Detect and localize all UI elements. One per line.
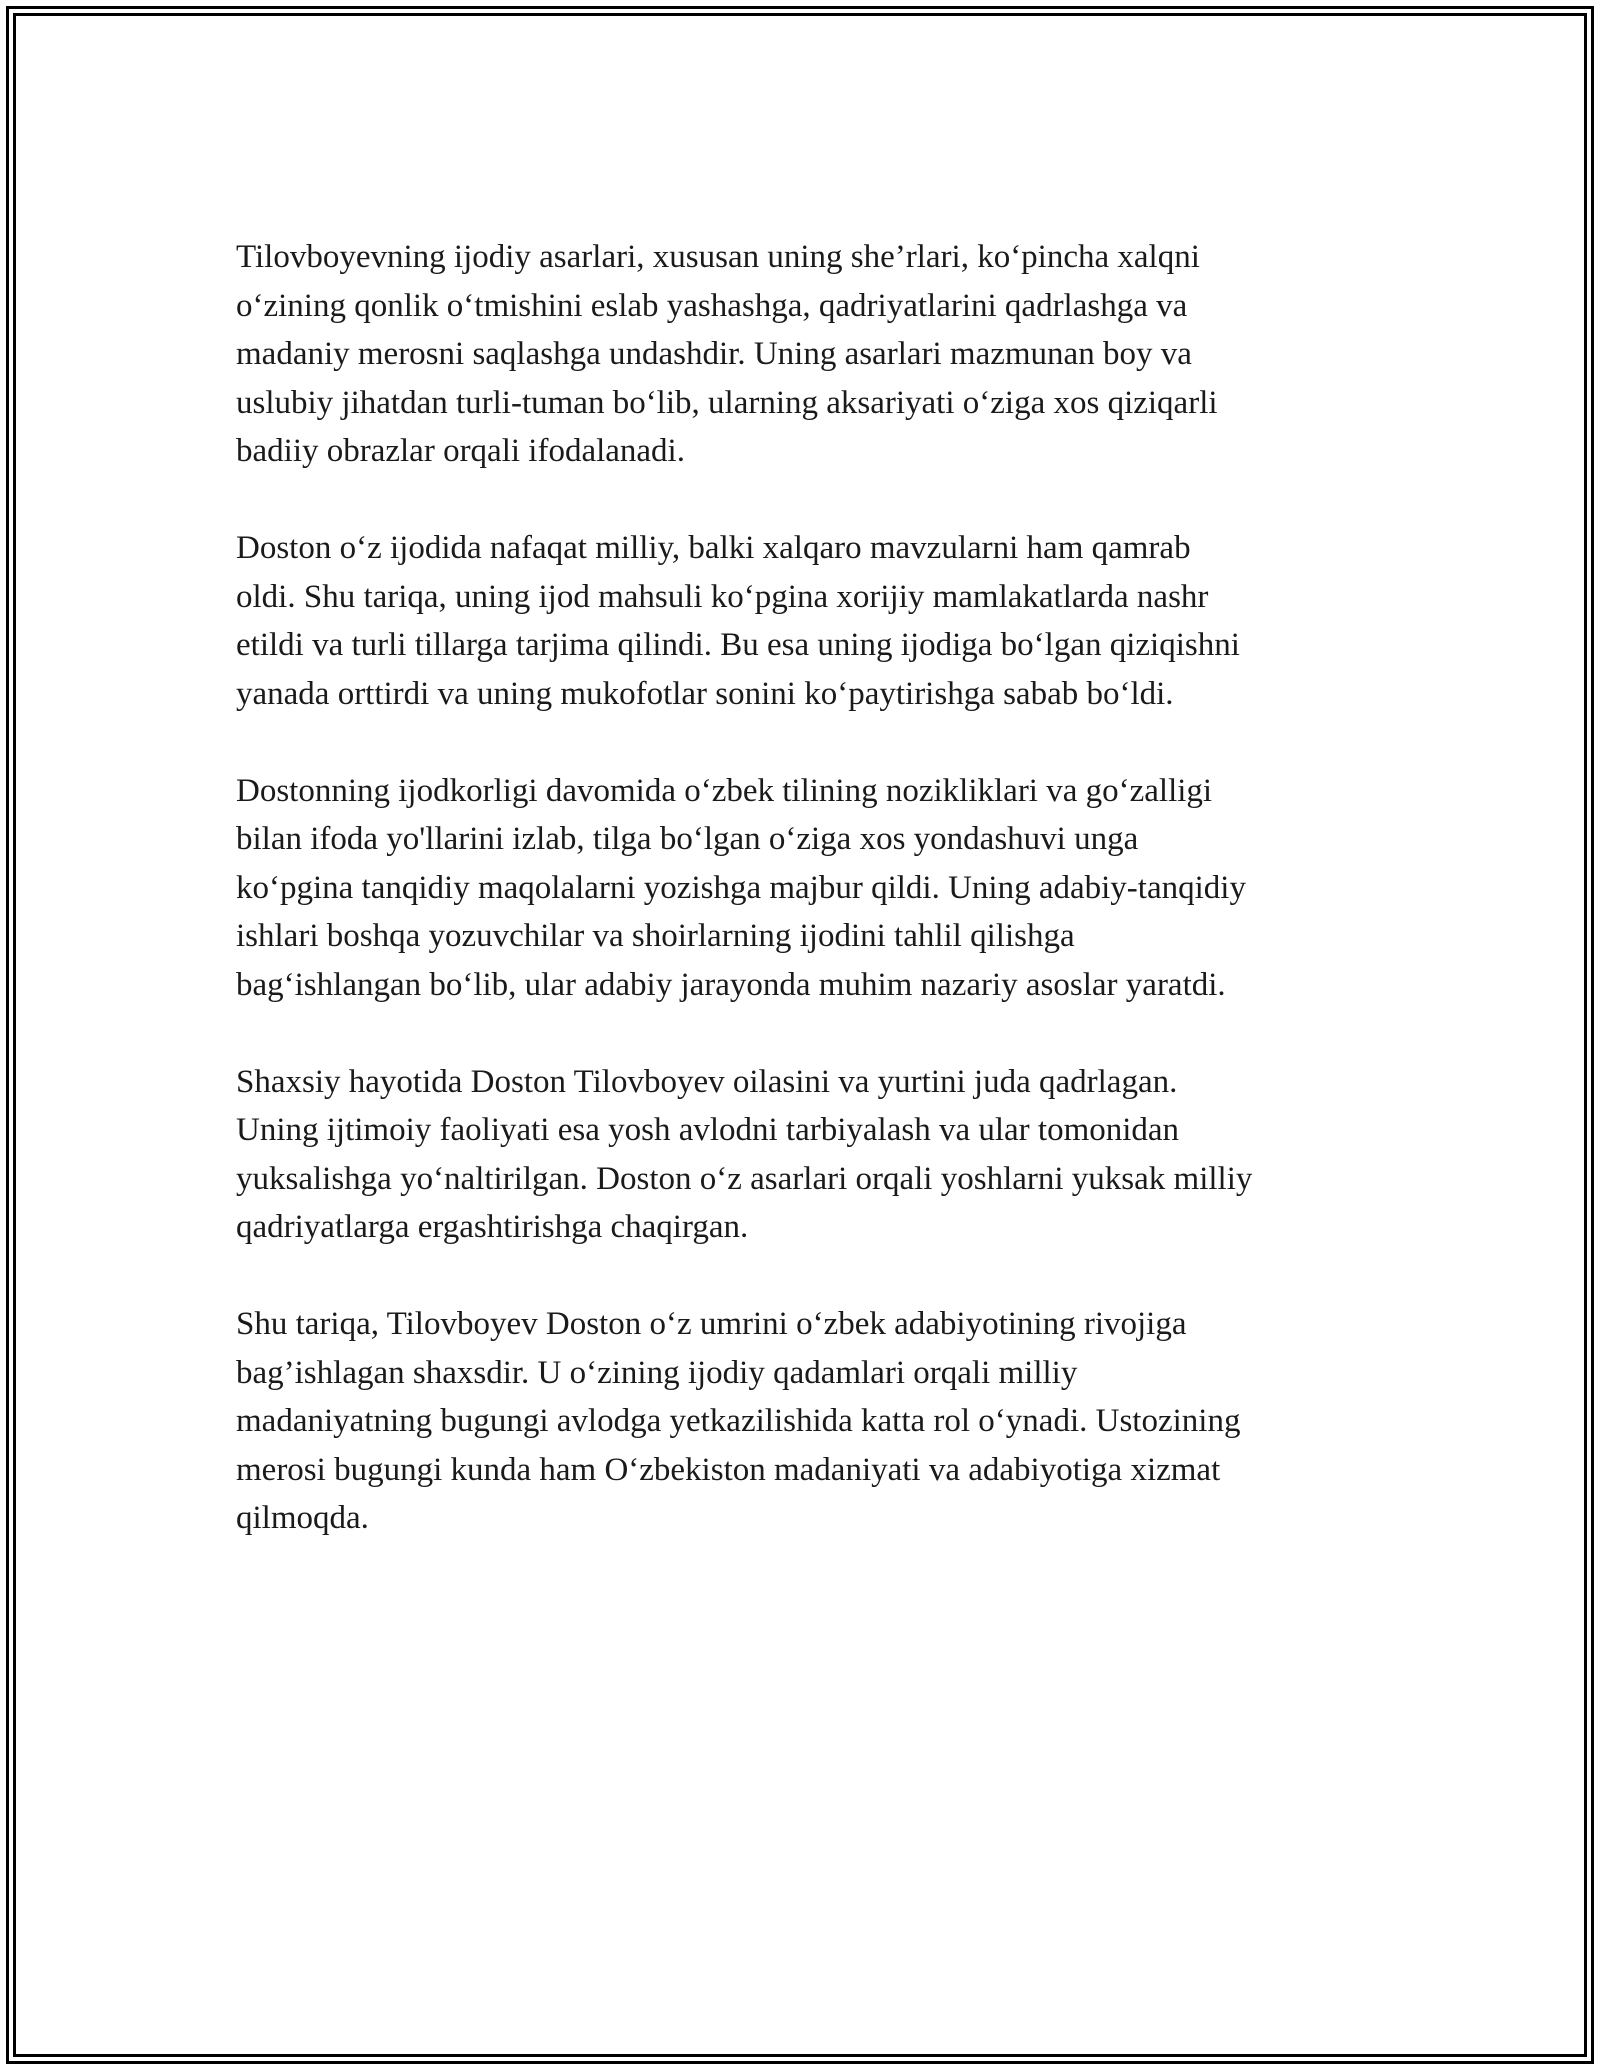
text-line: qadriyatlarga ergashtirishga chaqirgan. (236, 1209, 749, 1245)
text-line: Uning ijtimoiy faoliyati esa yosh avlodni tarbiyalash va ular tomonidan (236, 1112, 1180, 1148)
text-line: badiiy obrazlar orqali ifodalanadi. (236, 433, 685, 469)
text-line: yuksalishga yo‘naltirilgan. Doston o‘z asarlari orqali yoshlarni yuksak milliy (236, 1160, 1253, 1197)
paragraph-4 (236, 1058, 1386, 1252)
paragraph-1 (236, 233, 1386, 476)
text-line: madaniyatning bugungi avlodga yetkazilishida katta rol o‘ynadi. Ustozining (236, 1403, 1241, 1439)
text-line: Shaxsiy hayotida Doston Tilovboyev oilasini va yurtini juda qadrlagan. (236, 1063, 1178, 1100)
text-line: Tilovboyevning ijodiy asarlari, xususan uning she’rlari, ko‘pincha xalqni (236, 239, 1200, 275)
document-body (236, 233, 1386, 1591)
text-line: merosi bugungi kunda ham O‘zbekiston madaniyati va adabiyotiga xizmat (236, 1451, 1221, 1488)
text-line: bilan ifoda yo'llarini izlab, tilga bo‘lgan o‘ziga xos yondashuvi unga (236, 821, 1139, 857)
text-line: ko‘pgina tanqidiy maqolalarni yozishga majbur qildi. Uning adabiy-tanqidiy (236, 869, 1246, 906)
paragraph-3 (236, 767, 1386, 1010)
text-line: madaniy merosni saqlashga undashdir. Uning asarlari mazmunan boy va (236, 336, 1192, 372)
text-line: Dostonning ijodkorligi davomida o‘zbek tilining nozikliklari va go‘zalligi (236, 772, 1213, 809)
text-line: bag’ishlagan shaxsdir. U o‘zining ijodiy qadamlari orqali milliy (236, 1354, 1078, 1391)
paragraph-5 (236, 1300, 1386, 1543)
text-line: Doston o‘z ijodida nafaqat milliy, balki xalqaro mavzularni ham qamrab (236, 530, 1191, 566)
text-line: bag‘ishlangan bo‘lib, ular adabiy jarayonda muhim nazariy asoslar yaratdi. (236, 966, 1226, 1003)
text-line: uslubiy jihatdan turli-tuman bo‘lib, ularning aksariyati o‘ziga xos qiziqarli (236, 384, 1218, 421)
text-line: o‘zining qonlik o‘tmishini eslab yashashga, qadriyatlarini qadrlashga va (236, 287, 1188, 324)
text-line: yanada orttirdi va uning mukofotlar sonini ko‘paytirishga sabab bo‘ldi. (236, 675, 1174, 712)
text-line: ishlari boshqa yozuvchilar va shoirlarning ijodini tahlil qilishga (236, 918, 1075, 954)
text-line: etildi va turli tillarga tarjima qilindi. Bu esa uning ijodiga bo‘lgan qiziqishni (236, 627, 1240, 663)
paragraph-2 (236, 524, 1386, 718)
text-line: qilmoqda. (236, 1500, 369, 1536)
text-line: oldi. Shu tariqa, uning ijod mahsuli ko‘pgina xorijiy mamlakatlarda nashr (236, 578, 1209, 615)
text-line: Shu tariqa, Tilovboyev Doston o‘z umrini o‘zbek adabiyotining rivojiga (236, 1306, 1187, 1342)
